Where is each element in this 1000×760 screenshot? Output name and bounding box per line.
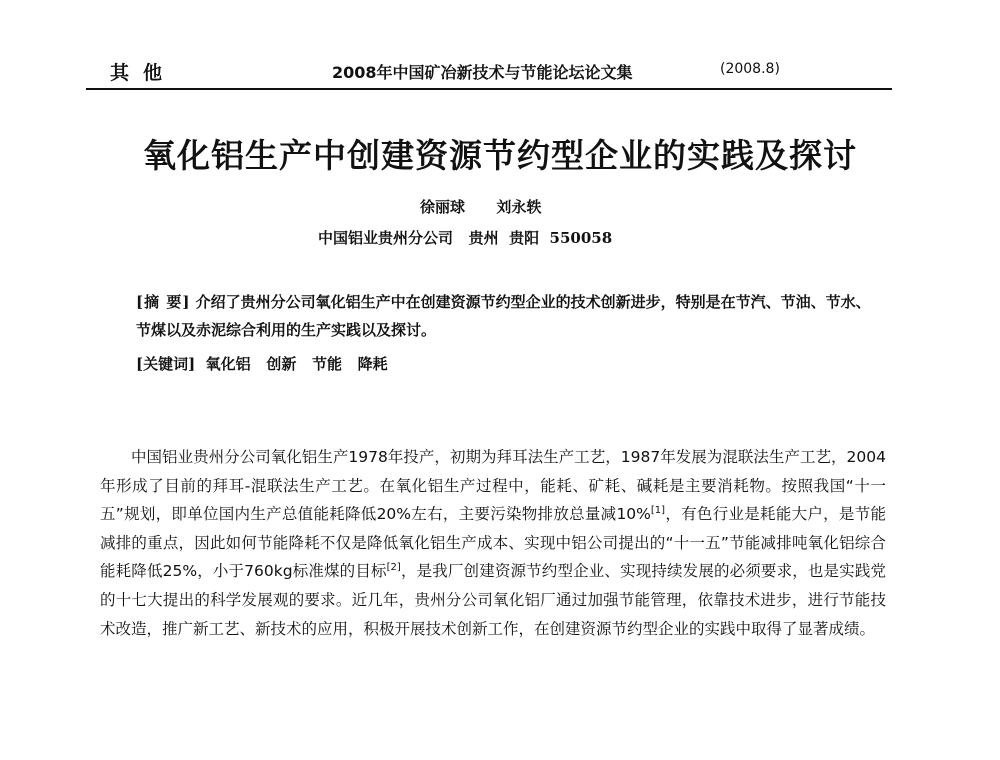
body-text-2: ，有色行业是耗能大户，是节能减排的重点，因此如何节能降耗不仅是降低氧化铝生产成本、实现中铝公司提出的“十一五”节能减排吨氧化铝综合能耗降低25%，小于760kg标准煤的目标 — [100, 505, 886, 581]
header-rule — [86, 88, 892, 90]
journal-date: (2008.8) — [720, 61, 780, 77]
journal-title: 2008年中国矿冶新技术与节能论坛论文集 — [332, 63, 633, 82]
citation-1: [1] — [650, 505, 666, 517]
keywords — [136, 351, 876, 377]
article-title: 氧化铝生产中创建资源节约型企业的实践及探讨 — [143, 136, 857, 175]
running-header — [110, 58, 892, 86]
authors: 徐丽球 刘永轶 — [420, 198, 542, 216]
citation-2: [2] — [386, 562, 401, 574]
abstract — [136, 288, 876, 344]
abstract-text: 介绍了贵州分公司氧化铝生产中在创建资源节约型企业的技术创新进步，特别是在节汽、节油、节水、节煤以及赤泥综合利用的生产实践以及探讨。 — [136, 293, 871, 339]
section-label: 其他 — [110, 62, 177, 84]
body-text-1: 中国铝业贵州分公司氧化铝生产1978年投产，初期为拜耳法生产工艺，1987年发展为混联法生产工艺，2004年形成了目前的拜耳-混联法生产工艺。在氧化铝生产过程中，能耗、矿耗、碱耗是主要消耗物。按照我国“十一五”规划，即单位国内生产总值能耗降低20%左右，主要污染物排放总量减10% — [100, 448, 886, 524]
keywords-label: [关键词] — [136, 355, 196, 373]
keywords-list: 氧化铝 创新 节能 降耗 — [205, 355, 388, 373]
body-paragraph — [100, 443, 886, 643]
body-text-3: ，是我厂创建资源节约型企业、实现持续发展的必须要求，也是实践党的十七大提出的科学发展观的要求。近几年，贵州分公司氧化铝厂通过加强节能管理，依靠技术进步，进行节能技术改造，推广新工艺、新技术的应用，积极开展技术创新工作，在创建资源节约型企业的实践中取得了显著成绩。 — [100, 562, 886, 638]
affiliation: 中国铝业贵州分公司 贵州 贵阳 550058 — [318, 229, 613, 247]
abstract-label: [摘 要] — [136, 293, 191, 311]
